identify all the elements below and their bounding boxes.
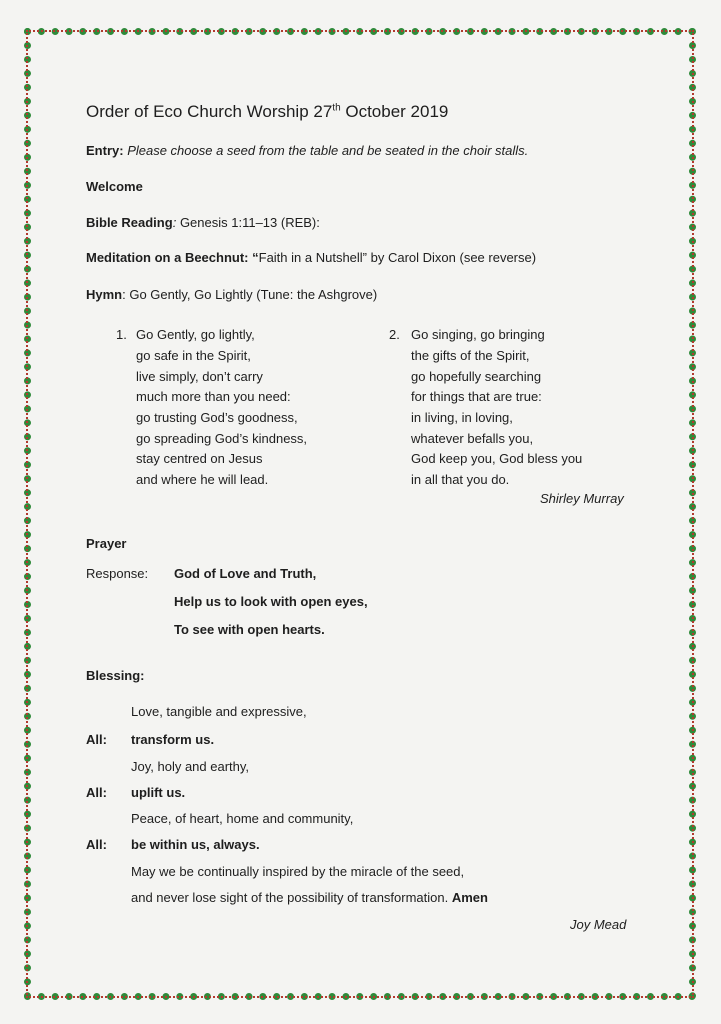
blessing-line: and never lose sight of the possibility of transformation. [131,890,449,905]
verse2-line: the gifts of the Spirit, [411,348,530,363]
verse2-line: in living, in loving, [411,410,513,425]
blessing-final-line [131,890,488,905]
all-response: be within us, always. [131,837,260,852]
response-label: Response: [86,566,149,581]
verse2-line: whatever befalls you, [411,431,534,446]
welcome-heading: Welcome [86,179,143,194]
verse2-number: 2. [389,327,400,342]
verse2-line: go hopefully searching [411,369,542,384]
bible-reading-line [86,215,320,230]
blessing-line: Joy, holy and earthy, [131,759,250,774]
entry-text: Please choose a seed from the table and be seated in the choir stalls. [127,143,529,158]
verse1-line: Go Gently, go lightly, [136,327,255,342]
verse1-line: much more than you need: [136,389,291,404]
meditation-line [86,250,536,265]
title-text: Order of Eco Church Worship 27 [86,102,333,121]
meditation-label: Meditation on a Beechnut: [86,250,249,265]
response-line: To see with open hearts. [174,622,325,637]
verse1-line: go safe in the Spirit, [136,348,251,363]
meditation-text: Faith in a Nutshell” by Carol Dixon (see reverse) [258,250,537,265]
all-response: transform us. [131,732,215,747]
all-label: All: [86,785,107,800]
verse1-line: and where he will lead. [136,472,269,487]
hymn-author: Shirley Murray [540,491,624,506]
verse1-line: go spreading God’s kindness, [136,431,308,446]
all-label: All: [86,732,107,747]
verse1-number: 1. [116,327,127,342]
verse1-line: stay centred on Jesus [136,451,263,466]
verse2-line: God keep you, God bless you [411,451,583,466]
hymn-text: : Go Gently, Go Lightly (Tune: the Ashgrove) [122,287,378,302]
hymn-line [86,287,377,302]
verse2-line: Go singing, go bringing [411,327,545,342]
bible-reading-text: Genesis 1:11–13 (REB): [179,215,320,230]
title-date: October 2019 [340,102,449,121]
verse1-line: live simply, don’t carry [136,369,263,384]
prayer-heading: Prayer [86,536,127,551]
verse2-line: for things that are true: [411,389,542,404]
page-title [86,102,448,122]
blessing-line: Peace, of heart, home and community, [131,811,354,826]
blessing-author: Joy Mead [570,917,627,932]
bible-reading-label: Bible Reading [86,215,173,230]
meditation-quote: “ [252,250,259,265]
entry-label: Entry: [86,143,124,158]
amen: Amen [451,890,488,905]
verse1-line: go trusting God’s goodness, [136,410,298,425]
response-line: God of Love and Truth, [174,566,317,581]
response-line: Help us to look with open eyes, [174,594,368,609]
blessing-line: Love, tangible and expressive, [131,704,307,719]
blessing-heading: Blessing: [86,668,145,683]
bible-reading-colon: : [172,215,177,230]
all-label: All: [86,837,107,852]
entry-line [86,143,528,158]
blessing-line: May we be continually inspired by the miracle of the seed, [131,864,465,879]
hymn-label: Hymn [86,287,123,302]
all-response: uplift us. [131,785,186,800]
title-superscript: th [332,102,341,114]
verse2-line: in all that you do. [411,472,510,487]
